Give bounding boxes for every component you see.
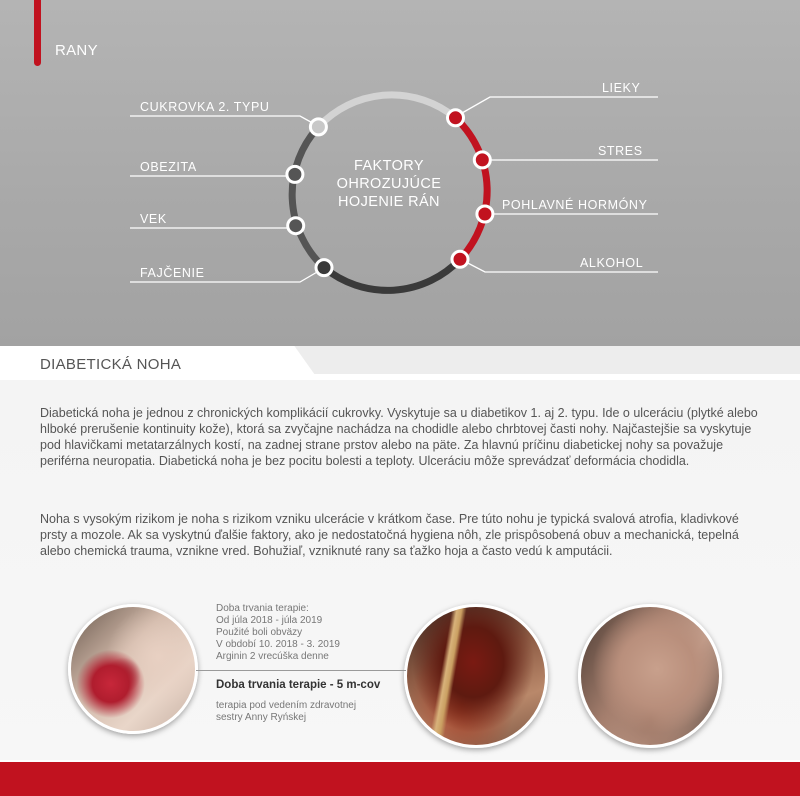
center-line-3: HOJENIE RÁN [338, 194, 440, 210]
therapy-line-2: Od júla 2018 - júla 2019 [216, 615, 323, 626]
section-label: RANY [55, 42, 98, 59]
factor-stres: STRES [598, 144, 643, 158]
therapy-details [216, 603, 396, 663]
supervision-line-2: sestry Anny Ryńskej [216, 712, 307, 723]
connector-cukrovka [130, 116, 318, 126]
center-line-2: OHROZUJÚCE [336, 176, 442, 192]
factor-fajcenie: FAJČENIE [140, 266, 205, 280]
factor-cukrovka: CUKROVKA 2. TYPU [140, 100, 270, 114]
center-line-1: FAKTORY [354, 158, 424, 174]
article-paragraph-2: Noha s vysokým rizikom je noha s rizikom vzniku ulcerácie v krátkom čase. Pre túto nohu je typická svalová atrofia, kladivkové prsty a mozole. Ak sa vyskytnú ďalšie faktory, ako je nedostatočná hygiena nôh, zle prispôsobená obuv a mechanická, tepelná alebo chemická trauma, vznikne vred. Bohužiaľ, vzniknuté rany sa ťažko hoja a často vedú k amputácii. [40, 512, 739, 558]
node-stres [474, 152, 490, 168]
bottom-red-bar [0, 762, 800, 796]
article-paragraph-1: Diabetická noha je jednou z chronických komplikácií cukrovky. Vyskytuje sa u diabetikov 1. aj 2. typu. Ide o ulceráciu (plytké alebo hlboké prerušenie kontinuity kože), ktorá sa zvyčajne nachádza na chodidle alebo chrbtovej časti nohy. Najčastejšie sa vyskytuje pod hlavičkami metatarzálnych kostí, na zadnej strane prstov alebo na päte. Za hlavnú príčinu diabetickej nohy sa považuje periférna neuropatia. Diabetická noha je bez pocitu bolesti a teploty. Ulceráciu môže sprevádzať deformácia chodidla. [40, 406, 758, 468]
wound-photo-1 [68, 604, 198, 734]
ring-arc-dark [324, 259, 460, 290]
factor-obezita: OBEZITA [140, 160, 197, 174]
node-hormony [477, 206, 493, 222]
therapy-duration: Doba trvania terapie - 5 m-cov [216, 679, 381, 691]
ring-arc-light [318, 95, 455, 127]
node-fajcenie [316, 260, 332, 276]
therapy-divider [196, 670, 406, 671]
article-title: DIABETICKÁ NOHA [40, 356, 182, 373]
therapy-line-3: Použité boli obväzy [216, 627, 303, 638]
factor-alkohol: ALKOHOL [580, 256, 644, 270]
wound-photo-3 [578, 604, 722, 748]
node-lieky [448, 110, 464, 126]
supervision-line-1: terapia pod vedením zdravotnej [216, 700, 357, 711]
factor-lieky: LIEKY [602, 81, 641, 95]
node-alkohol [452, 251, 468, 267]
therapy-line-4: V období 10. 2018 - 3. 2019 [216, 639, 340, 650]
node-vek [288, 218, 304, 234]
wound-photo-2 [404, 604, 548, 748]
therapy-line-1: Doba trvania terapie: [216, 603, 309, 614]
therapy-supervision [216, 700, 396, 724]
factor-vek: VEK [140, 212, 167, 226]
node-cukrovka [310, 119, 326, 135]
node-obezita [287, 166, 303, 182]
diagram-center-title [316, 157, 462, 211]
therapy-line-5: Arginin 2 vrecúška denne [216, 651, 329, 662]
factor-hormony: POHLAVNÉ HORMÓNY [502, 198, 648, 212]
connector-lieky [455, 97, 658, 117]
